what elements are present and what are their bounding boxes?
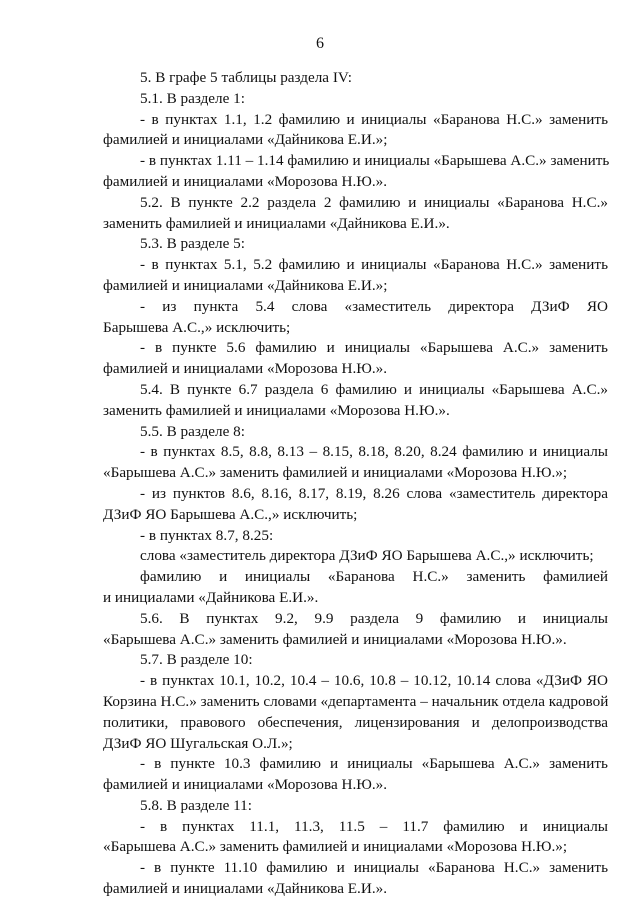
text-line: фамилией и инициалами «Дайникова Е.И.»; [103, 276, 388, 294]
text-line: - в пунктах 8.7, 8.25: [140, 526, 274, 544]
text-line: 5.1. В разделе 1: [140, 89, 245, 107]
text-line: заменить фамилией и инициалами «Морозова Н.Ю.». [103, 401, 450, 419]
text-line: - в пункте 10.3 фамилию и инициалы «Барышева А.С.» заменить [140, 755, 608, 773]
text-line: политики, правового обеспечения, лицензирования и делопроизводства [103, 713, 608, 731]
text-line: 5.4. В пункте 6.7 раздела 6 фамилию и инициалы «Барышева А.С.» [140, 380, 608, 398]
text-line: - в пункте 5.6 фамилию и инициалы «Барышева А.С.» заменить [140, 339, 608, 357]
text-line: 5.2. В пункте 2.2 раздела 2 фамилию и инициалы «Баранова Н.С.» [140, 193, 608, 211]
text-line: 5. В графе 5 таблицы раздела IV: [140, 69, 352, 86]
text-line: фамилией и инициалами «Морозова Н.Ю.». [103, 360, 388, 378]
text-line: ДЗиФ ЯО Барышева А.С.,» исключить; [103, 505, 358, 523]
text-line: - в пунктах 1.11 – 1.14 фамилию и инициалы «Барышева А.С.» заменить [140, 152, 610, 170]
text-line: 5.8. В разделе 11: [140, 796, 252, 814]
text-line: - из пункта 5.4 слова «заместитель директора ДЗиФ ЯО [140, 297, 608, 315]
text-line: фамилией и инициалами «Дайникова Е.И.». [103, 880, 388, 898]
text-line: - в пунктах 8.5, 8.8, 8.13 – 8.15, 8.18, 8.20, 8.24 фамилию и инициалы [140, 443, 608, 461]
text-line: 5.5. В разделе 8: [140, 422, 245, 440]
text-line: - в пункте 11.10 фамилию и инициалы «Баранова Н.С.» заменить [140, 859, 608, 877]
text-line: 5.3. В разделе 5: [140, 235, 245, 253]
text-line: - в пунктах 1.1, 1.2 фамилию и инициалы «Баранова Н.С.» заменить [140, 110, 608, 128]
text-line: и инициалами «Дайникова Е.И.». [103, 588, 319, 606]
text-line: 5.6. В пунктах 9.2, 9.9 раздела 9 фамилию и инициалы [140, 609, 608, 627]
text-line: ДЗиФ ЯО Шугальская О.Л.»; [103, 734, 293, 752]
text-line: «Барышева А.С.» заменить фамилией и инициалами «Морозова Н.Ю.»; [103, 464, 568, 482]
text-line: Корзина Н.С.» заменить словами «департамента – начальник отдела кадровой [103, 692, 609, 710]
text-line: Барышева А.С.,» исключить; [103, 318, 291, 336]
text-line: фамилией и инициалами «Морозова Н.Ю.». [103, 172, 388, 190]
document-body [103, 68, 608, 900]
text-line: «Барышева А.С.» заменить фамилией и инициалами «Морозова Н.Ю.». [103, 630, 567, 648]
text-line: 5.7. В разделе 10: [140, 651, 253, 669]
text-line: фамилию и инициалы «Баранова Н.С.» заменить фамилией [140, 568, 608, 586]
text-line: слова «заместитель директора ДЗиФ ЯО Барышева А.С.,» исключить; [140, 547, 594, 565]
text-line: «Барышева А.С.» заменить фамилией и инициалами «Морозова Н.Ю.»; [103, 838, 568, 856]
text-line: фамилией и инициалами «Дайникова Е.И.»; [103, 131, 388, 149]
text-line: - в пунктах 11.1, 11.3, 11.5 – 11.7 фамилию и инициалы [140, 817, 608, 835]
page-number: 6 [316, 35, 324, 52]
text-line: - из пунктов 8.6, 8.16, 8.17, 8.19, 8.26 слова «заместитель директора [140, 484, 608, 502]
text-line: - в пунктах 5.1, 5.2 фамилию и инициалы «Баранова Н.С.» заменить [140, 256, 608, 274]
text-line: фамилией и инициалами «Морозова Н.Ю.». [103, 776, 388, 794]
text-line: - в пунктах 10.1, 10.2, 10.4 – 10.6, 10.8 – 10.12, 10.14 слова «ДЗиФ ЯО [140, 672, 608, 690]
text-line: заменить фамилией и инициалами «Дайникова Е.И.». [103, 214, 450, 232]
